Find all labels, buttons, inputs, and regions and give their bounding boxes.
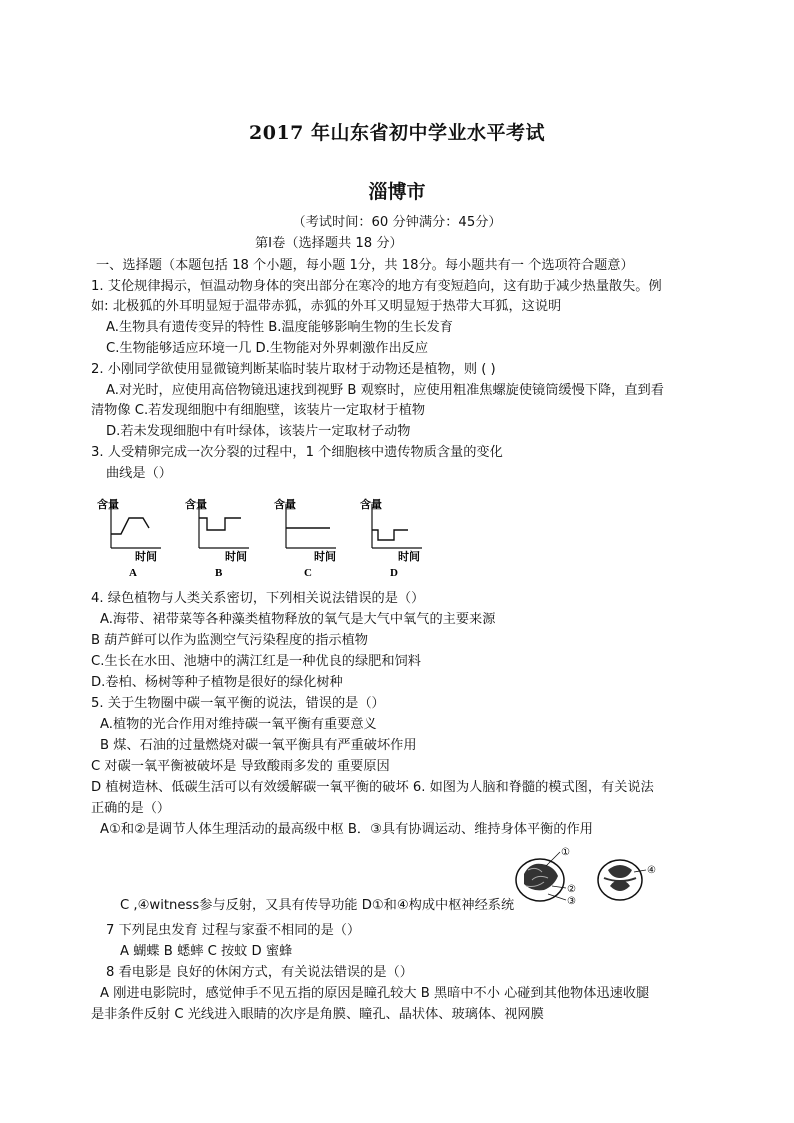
text-line: 8 看电影是 良好的休闲方式，有关说法错误的是（）: [106, 965, 413, 980]
text-line: 是非条件反射 C 光线进入眼睛的次序是角膜、瞳孔、晶状体、玻璃体、视网膜: [91, 1007, 544, 1022]
text-line: A.生物具有遗传变异的特性 B.温度能够影响生物的生长发育: [106, 320, 453, 335]
graph-ylabel: 含量: [185, 499, 207, 511]
text-line: D 植树造林、低碳生活可以有效缓解碳一氧平衡的破坏 6. 如图为人脑和脊髓的模式图，有关说法: [91, 780, 654, 795]
text-line: 清物像 C.若发现细胞中有细胞壁，该装片一定取材于植物: [91, 403, 426, 418]
graph-xlabel: 时间: [314, 551, 336, 563]
graph-ylabel: 含量: [97, 499, 119, 511]
graph-d-plot: [354, 496, 429, 581]
text-line: A.对光时，应使用高倍物镜迅速找到视野 B 观察时，应使用粗准焦螺旋使镜筒缓慢下降，直到看: [106, 383, 664, 398]
graph-letter: D: [390, 567, 398, 579]
text-line: 正确的是（）: [91, 801, 171, 816]
text-line: C.生长在水田、池塘中的满江红是一种优良的绿肥和饲料: [91, 654, 421, 669]
text-line: C ,④witness参与反射，又具有传导功能 D①和④构成中枢神经系统: [120, 898, 515, 913]
text-line: 3. 人受精卵完成一次分裂的过程中，1 个细胞核中遗传物质含量的变化: [91, 445, 503, 460]
brain-diagram: [512, 842, 662, 921]
text-line: C 对碳一氧平衡被破坏是 导致酸雨多发的 重要原因: [91, 759, 390, 774]
text-line: 7 下列昆虫发育 过程与家蚕不相同的是（）: [106, 923, 361, 938]
graph-xlabel: 时间: [225, 551, 247, 563]
text-line: 如: 北极狐的外耳明显短于温带赤狐，赤狐的外耳又明显短于热带大耳狐，这说明: [91, 299, 562, 314]
text-line: A.植物的光合作用对维持碳一氧平衡有重要意义: [100, 717, 377, 732]
exam-title: 2017 年山东省初中学业水平考试: [249, 122, 545, 144]
brain-diagram-plot: [512, 842, 662, 917]
text-line: B 煤、石油的过量燃烧对碳一氧平衡具有严重破坏作用: [100, 738, 417, 753]
exam-info: （考试时间：60 分钟满分：45分）: [292, 215, 502, 230]
brain-label: ①: [561, 847, 570, 858]
text-line: A 蝴蝶 B 蟋蟀 C 按蚊 D 蜜蜂: [120, 944, 293, 959]
brain-label: ④: [647, 865, 656, 876]
graph-a: [93, 496, 168, 585]
graph-a-plot: [93, 496, 168, 581]
brain-label: ③: [567, 896, 576, 907]
section-heading: 第Ⅰ卷（选择题共 18 分）: [255, 236, 403, 251]
text-line: 5. 关于生物圈中碳一氧平衡的说法，错误的是（）: [91, 696, 385, 711]
text-line: D.若未发现细胞中有叶绿体，该装片一定取材子动物: [106, 424, 411, 439]
text-line: A①和②是调节人体生理活动的最高级中枢 B．③具有协调运动、维持身体平衡的作用: [100, 822, 593, 837]
text-line: D.卷柏、杨树等种子植物是很好的绿化树种: [91, 675, 343, 690]
graph-c-plot: [268, 496, 343, 581]
text-line: 4. 绿色植物与人类关系密切，下列相关说法错误的是（）: [91, 591, 425, 606]
text-line: C.生物能够适应环境一几 D.生物能对外界刺激作出反应: [106, 341, 429, 356]
graph-c: [268, 496, 343, 585]
graph-ylabel: 含量: [274, 499, 296, 511]
graph-b: [181, 496, 256, 585]
graph-b-plot: [181, 496, 256, 581]
text-line: 一、选择题（本题包括 18 个小题，每小题 1分，共 18分。每小题共有一 个选项符合题意）: [96, 258, 634, 273]
city-title: 淄博市: [368, 181, 426, 203]
text-line: 2. 小刚同学欲使用显微镜判断某临时装片取材于动物还是植物，则 ( ): [91, 362, 496, 377]
text-line: A.海带、裙带菜等各种藻类植物释放的氧气是大气中氧气的主要来源: [100, 612, 496, 627]
text-line: A 刚进电影院时，感觉伸手不见五指的原因是瞳孔较大 B 黑暗中不小 心碰到其他物体迅速收腿: [100, 986, 650, 1001]
graph-xlabel: 时间: [135, 551, 157, 563]
text-line: 曲线是（）: [106, 466, 172, 481]
graph-ylabel: 含量: [360, 499, 382, 511]
graph-d: [354, 496, 429, 585]
graph-letter: C: [304, 567, 312, 579]
brain-label: ②: [567, 884, 576, 895]
graph-xlabel: 时间: [398, 551, 420, 563]
text-line: B 葫芦鲜可以作为监测空气污染程度的指示植物: [91, 633, 368, 648]
text-line: 1. 艾伦规律揭示，恒温动物身体的突出部分在寒冷的地方有变短趋向，这有助于减少热量散失。例: [91, 279, 662, 294]
graph-letter: B: [215, 567, 223, 579]
graph-letter: A: [129, 567, 137, 579]
